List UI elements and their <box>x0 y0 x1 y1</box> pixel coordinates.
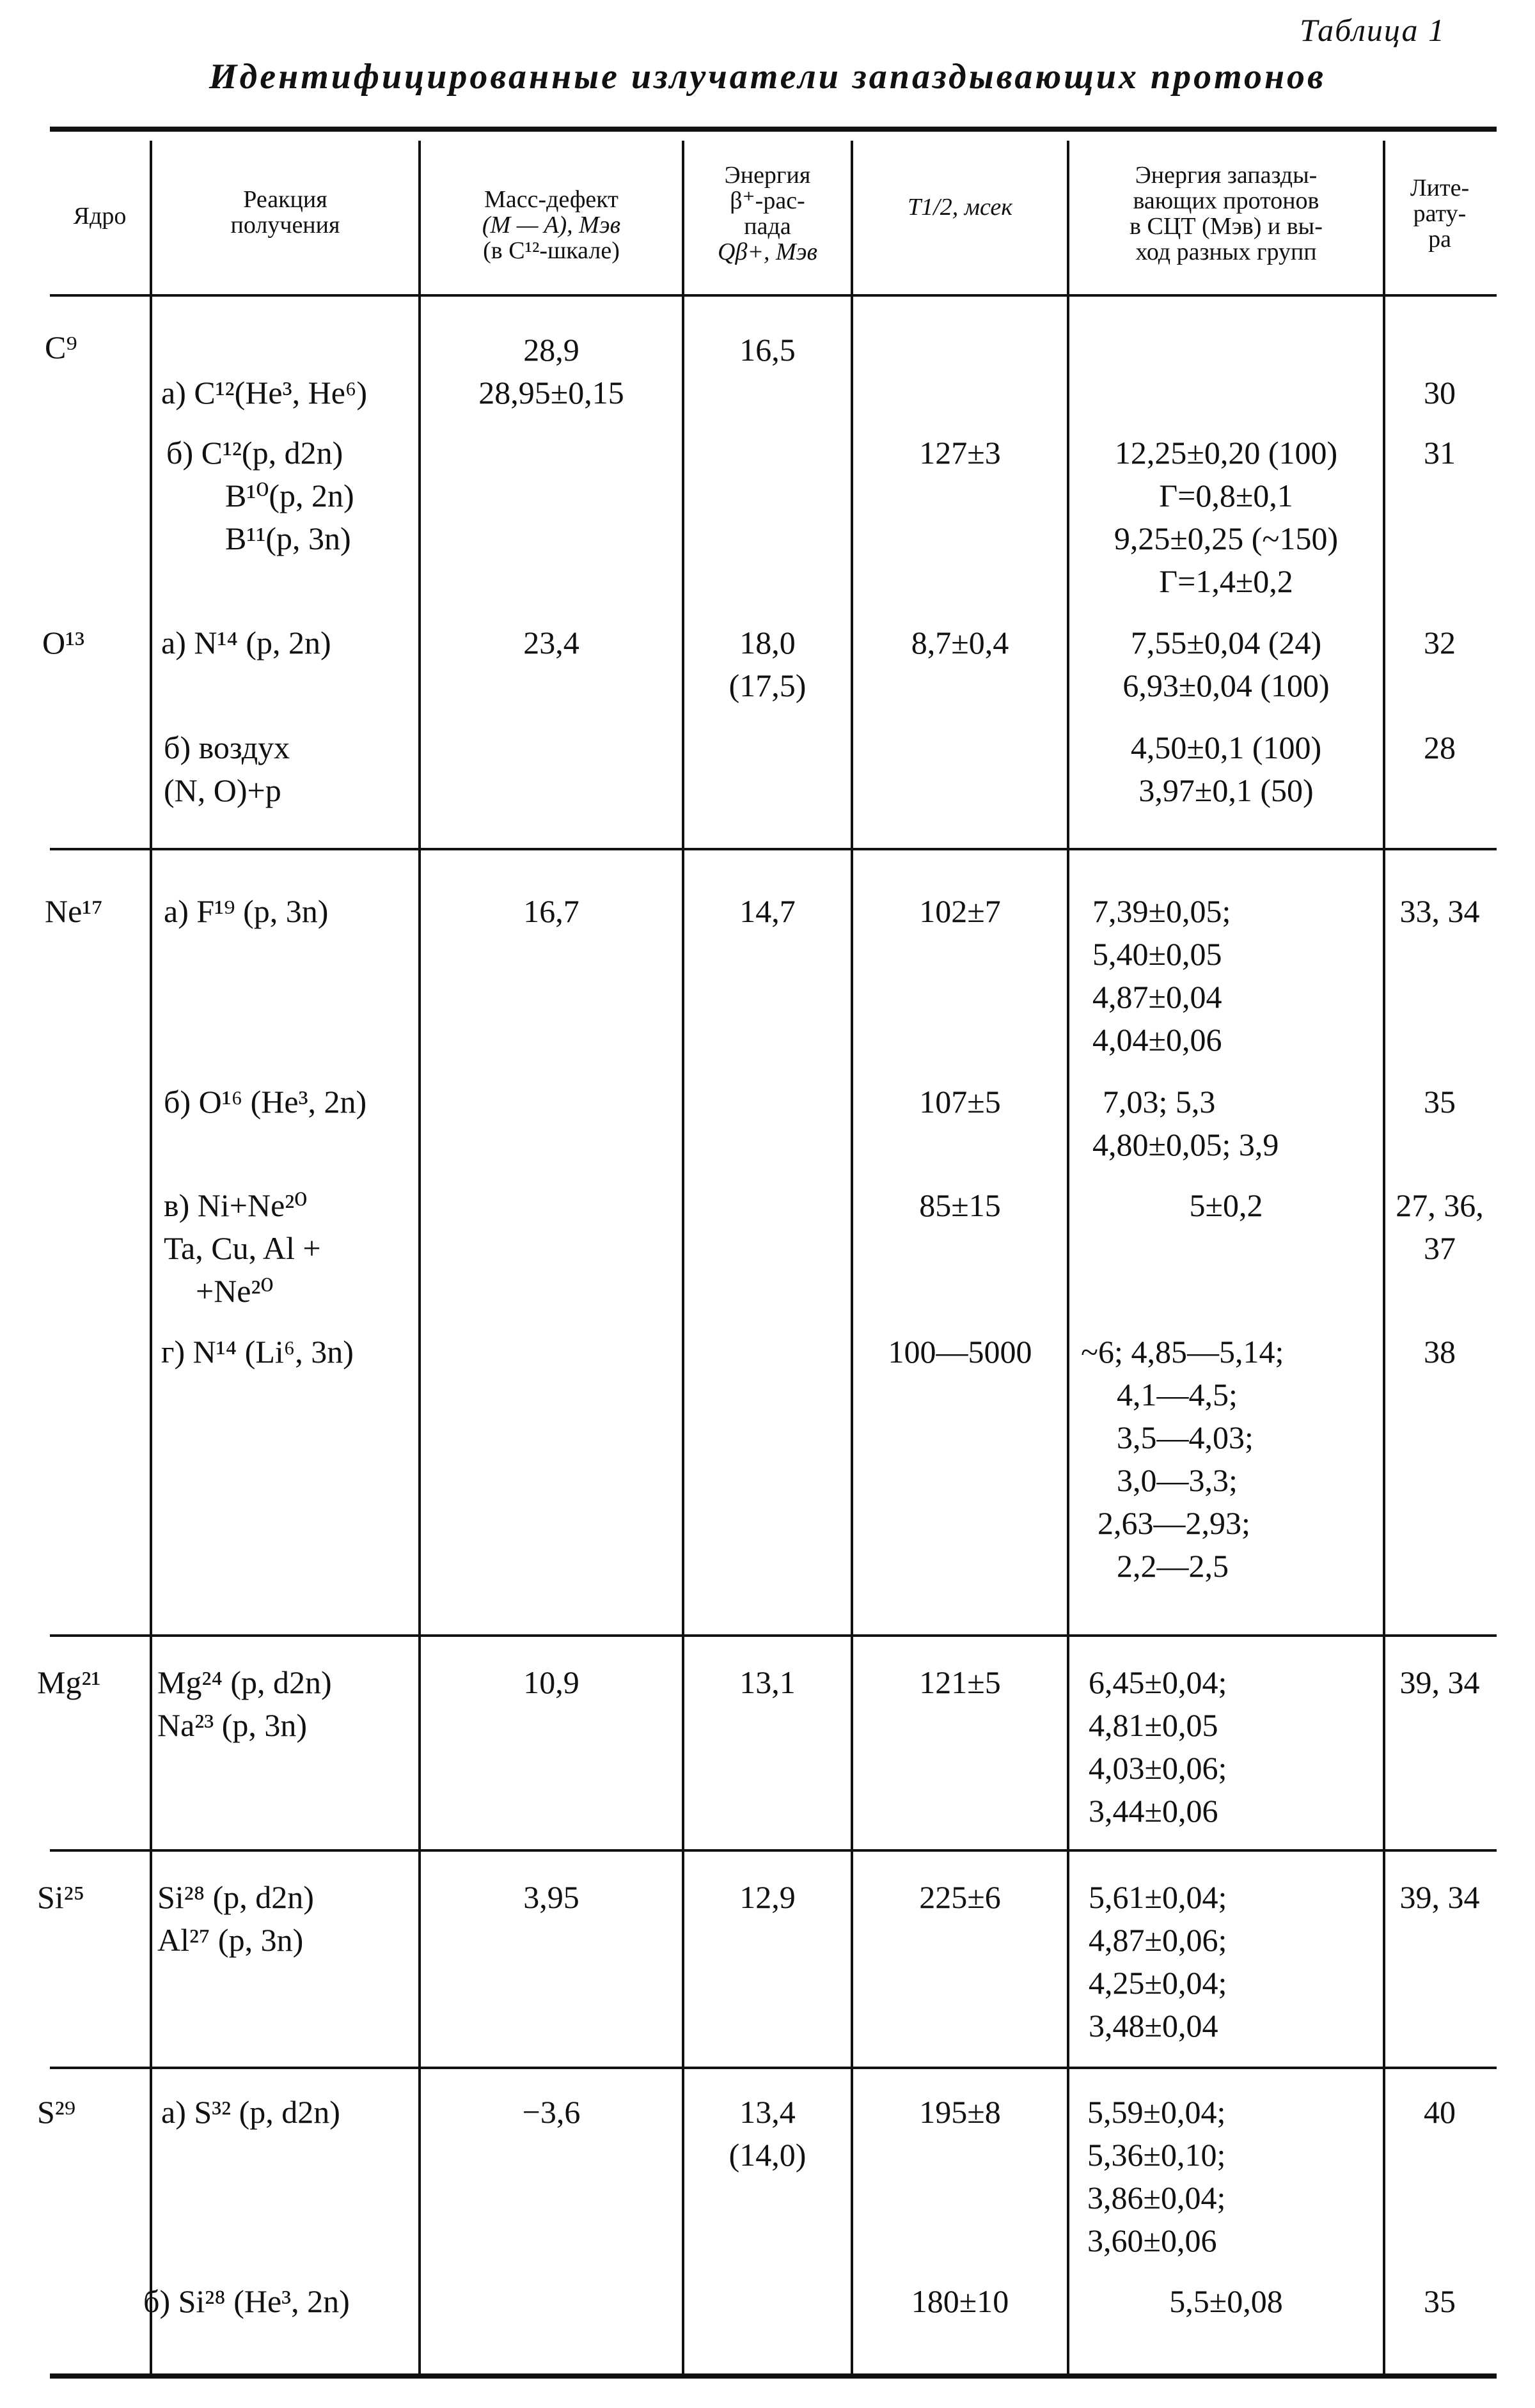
header-reaction-line: получения <box>230 212 340 238</box>
reaction-line: (N, O)+p <box>164 772 281 808</box>
nucleus-cell: S²⁹ <box>37 2094 76 2130</box>
ref-cell: 28 <box>1424 730 1456 765</box>
header-energy-line: ход разных групп <box>1135 238 1317 265</box>
ref-cell: 39, 34 <box>1399 1664 1480 1700</box>
energy-line: 4,03±0,06; <box>1089 1750 1227 1786</box>
reaction-line: B¹¹(p, 3n) <box>225 520 351 556</box>
header-energy-line: в СЦТ (Мэв) и вы- <box>1130 213 1323 240</box>
ref-cell: 40 <box>1424 2094 1456 2130</box>
section-rule <box>50 1849 1497 1852</box>
half-life-cell: 180±10 <box>911 2283 1009 2319</box>
header-half-life <box>853 194 1067 220</box>
energy-line: 7,03; 5,3 <box>1103 1084 1216 1120</box>
energy-line: 5±0,2 <box>1189 1187 1263 1223</box>
mass-cell: 16,7 <box>523 893 579 929</box>
energy-line: 4,1—4,5; <box>1117 1377 1238 1412</box>
energy-line: Г=1,4±0,2 <box>1159 563 1293 599</box>
half-life-cell: 8,7±0,4 <box>911 625 1009 661</box>
half-life-cell: 121±5 <box>919 1664 1001 1700</box>
beta-cell: 13,4 <box>739 2094 796 2130</box>
header-beta-line: Qβ+, Мэв <box>718 238 817 265</box>
beta-cell: 16,5 <box>739 332 796 368</box>
nucleus-cell: Si²⁵ <box>37 1879 85 1915</box>
nucleus-cell: O¹³ <box>42 625 85 661</box>
beta-cell: (17,5) <box>728 668 807 703</box>
ref-cell: 30 <box>1424 375 1456 410</box>
ref-cell: 33, 34 <box>1399 893 1480 929</box>
reaction-line: Na²³ (p, 3n) <box>157 1707 308 1743</box>
header-mass-line: (M — A), Мэв <box>482 212 621 238</box>
reaction-line: б) O¹⁶ (He³, 2n) <box>164 1084 367 1120</box>
bottom-rule <box>50 2373 1497 2379</box>
energy-line: Г=0,8±0,1 <box>1159 478 1293 513</box>
reaction-line: Al²⁷ (p, 3n) <box>157 1922 304 1958</box>
energy-line: 7,55±0,04 (24) <box>1130 625 1322 661</box>
half-life-cell: 85±15 <box>919 1187 1001 1223</box>
reaction-line: Si²⁸ (p, d2n) <box>157 1879 314 1915</box>
ref-cell: 27, 36, <box>1396 1187 1484 1223</box>
beta-cell: (14,0) <box>728 2137 807 2173</box>
reaction-line: Mg²⁴ (p, d2n) <box>157 1664 332 1700</box>
half-life-cell: 127±3 <box>919 435 1001 471</box>
mass-cell: −3,6 <box>522 2094 581 2130</box>
header-refs <box>1385 175 1494 252</box>
ref-cell: 37 <box>1424 1230 1456 1266</box>
reaction-line: +Ne²⁰ <box>196 1273 274 1309</box>
energy-line: 3,44±0,06 <box>1089 1793 1218 1829</box>
reaction-line: б) воздух <box>164 730 290 765</box>
energy-line: 4,87±0,04 <box>1092 979 1222 1015</box>
header-mass-line: Масс-дефект <box>484 186 618 213</box>
ref-cell: 35 <box>1424 2283 1456 2319</box>
header-rule <box>50 294 1497 297</box>
energy-line: 3,97±0,1 (50) <box>1138 772 1314 808</box>
energy-line: 2,2—2,5 <box>1117 1548 1229 1584</box>
header-beta-energy <box>684 162 851 265</box>
column-divider <box>150 141 152 2373</box>
header-energy-line: Энергия запазды- <box>1135 162 1318 189</box>
reaction-line: г) N¹⁴ (Li⁶, 3n) <box>161 1334 354 1370</box>
reaction-line: б) Si²⁸ (He³, 2n) <box>143 2283 350 2319</box>
ref-cell: 35 <box>1424 1084 1456 1120</box>
section-rule <box>50 848 1497 850</box>
nucleus-cell: C⁹ <box>45 329 77 365</box>
energy-line: 4,81±0,05 <box>1089 1707 1218 1743</box>
header-proton-energy <box>1069 162 1383 265</box>
energy-line: 5,40±0,05 <box>1092 936 1222 972</box>
energy-line: 3,86±0,04; <box>1087 2180 1226 2216</box>
column-divider <box>418 141 421 2373</box>
energy-line: 4,25±0,04; <box>1089 1965 1227 2001</box>
energy-line: 5,36±0,10; <box>1087 2137 1226 2173</box>
reaction-line: B¹⁰(p, 2n) <box>225 478 354 513</box>
column-divider <box>851 141 853 2373</box>
beta-cell: 14,7 <box>739 893 796 929</box>
mass-cell: 23,4 <box>523 625 579 661</box>
header-energy-line: вающих протонов <box>1133 187 1319 214</box>
reaction-line: б) C¹²(p, d2n) <box>166 435 343 471</box>
half-life-cell: 195±8 <box>919 2094 1001 2130</box>
header-beta-line: β⁺-рас- <box>730 187 805 214</box>
header-nucleus-text: Ядро <box>73 203 127 230</box>
ref-cell: 39, 34 <box>1399 1879 1480 1915</box>
mass-cell: 10,9 <box>523 1664 579 1700</box>
header-refs-line: Лите- <box>1410 175 1470 201</box>
energy-line: 7,39±0,05; <box>1092 893 1231 929</box>
energy-line: 6,93±0,04 (100) <box>1122 668 1330 703</box>
beta-cell: 18,0 <box>739 625 796 661</box>
ref-cell: 38 <box>1424 1334 1456 1370</box>
reaction-line: а) F¹⁹ (p, 3n) <box>164 893 329 929</box>
header-half-life-text: T1/2, мсек <box>908 194 1012 221</box>
mass-cell: 28,95±0,15 <box>478 375 624 410</box>
energy-line: 3,60±0,06 <box>1087 2223 1217 2258</box>
energy-line: 3,0—3,3; <box>1117 1462 1238 1498</box>
reaction-line: в) Ni+Ne²⁰ <box>164 1187 308 1223</box>
energy-line: 5,5±0,08 <box>1169 2283 1283 2319</box>
header-nucleus <box>50 203 150 229</box>
reaction-line: а) N¹⁴ (p, 2n) <box>161 625 331 661</box>
top-rule <box>50 127 1497 132</box>
beta-cell: 12,9 <box>739 1879 796 1915</box>
reaction-line: а) C¹²(He³, He⁶) <box>161 375 367 410</box>
half-life-cell: 102±7 <box>919 893 1001 929</box>
energy-line: 5,61±0,04; <box>1089 1879 1227 1915</box>
energy-line: 4,87±0,06; <box>1089 1922 1227 1958</box>
energy-line: 4,50±0,1 (100) <box>1130 730 1322 765</box>
energy-line: 4,80±0,05; 3,9 <box>1092 1127 1279 1162</box>
header-mass-line: (в C¹²-шкале) <box>483 237 620 264</box>
reaction-line: а) S³² (p, d2n) <box>161 2094 340 2130</box>
half-life-cell: 225±6 <box>919 1879 1001 1915</box>
header-refs-line: ра <box>1428 226 1451 253</box>
half-life-cell: 100—5000 <box>888 1334 1032 1370</box>
header-beta-line: Энергия <box>724 162 811 189</box>
half-life-cell: 107±5 <box>919 1084 1001 1120</box>
header-reaction-line: Реакция <box>243 186 327 213</box>
mass-cell: 3,95 <box>523 1879 579 1915</box>
section-rule <box>50 1634 1497 1637</box>
energy-line: 6,45±0,04; <box>1089 1664 1227 1700</box>
reaction-line: Ta, Cu, Al + <box>164 1230 321 1266</box>
header-refs-line: рату- <box>1413 200 1467 227</box>
ref-cell: 32 <box>1424 625 1456 661</box>
ref-cell: 31 <box>1424 435 1456 471</box>
mass-cell: 28,9 <box>523 332 579 368</box>
energy-line: 3,48±0,04 <box>1089 2008 1218 2044</box>
energy-line: 3,5—4,03; <box>1117 1419 1254 1455</box>
energy-line: 5,59±0,04; <box>1087 2094 1226 2130</box>
header-beta-line: пада <box>744 213 791 240</box>
table-caption: Таблица 1 <box>1300 12 1445 48</box>
energy-line: 2,63—2,93; <box>1098 1505 1250 1541</box>
header-reaction <box>152 187 418 238</box>
section-rule <box>50 2067 1497 2069</box>
column-divider <box>682 141 684 2373</box>
header-mass-defect <box>421 187 682 263</box>
beta-cell: 13,1 <box>739 1664 796 1700</box>
nucleus-cell: Mg²¹ <box>37 1664 101 1700</box>
energy-line: 9,25±0,25 (~150) <box>1114 520 1339 556</box>
energy-line: 12,25±0,20 (100) <box>1114 435 1338 471</box>
energy-line: ~6; 4,85—5,14; <box>1081 1334 1284 1370</box>
energy-line: 4,04±0,06 <box>1092 1022 1222 1058</box>
nucleus-cell: Ne¹⁷ <box>45 893 103 929</box>
table-title: Идентифицированные излучатели запаздывающих протонов <box>209 57 1326 97</box>
